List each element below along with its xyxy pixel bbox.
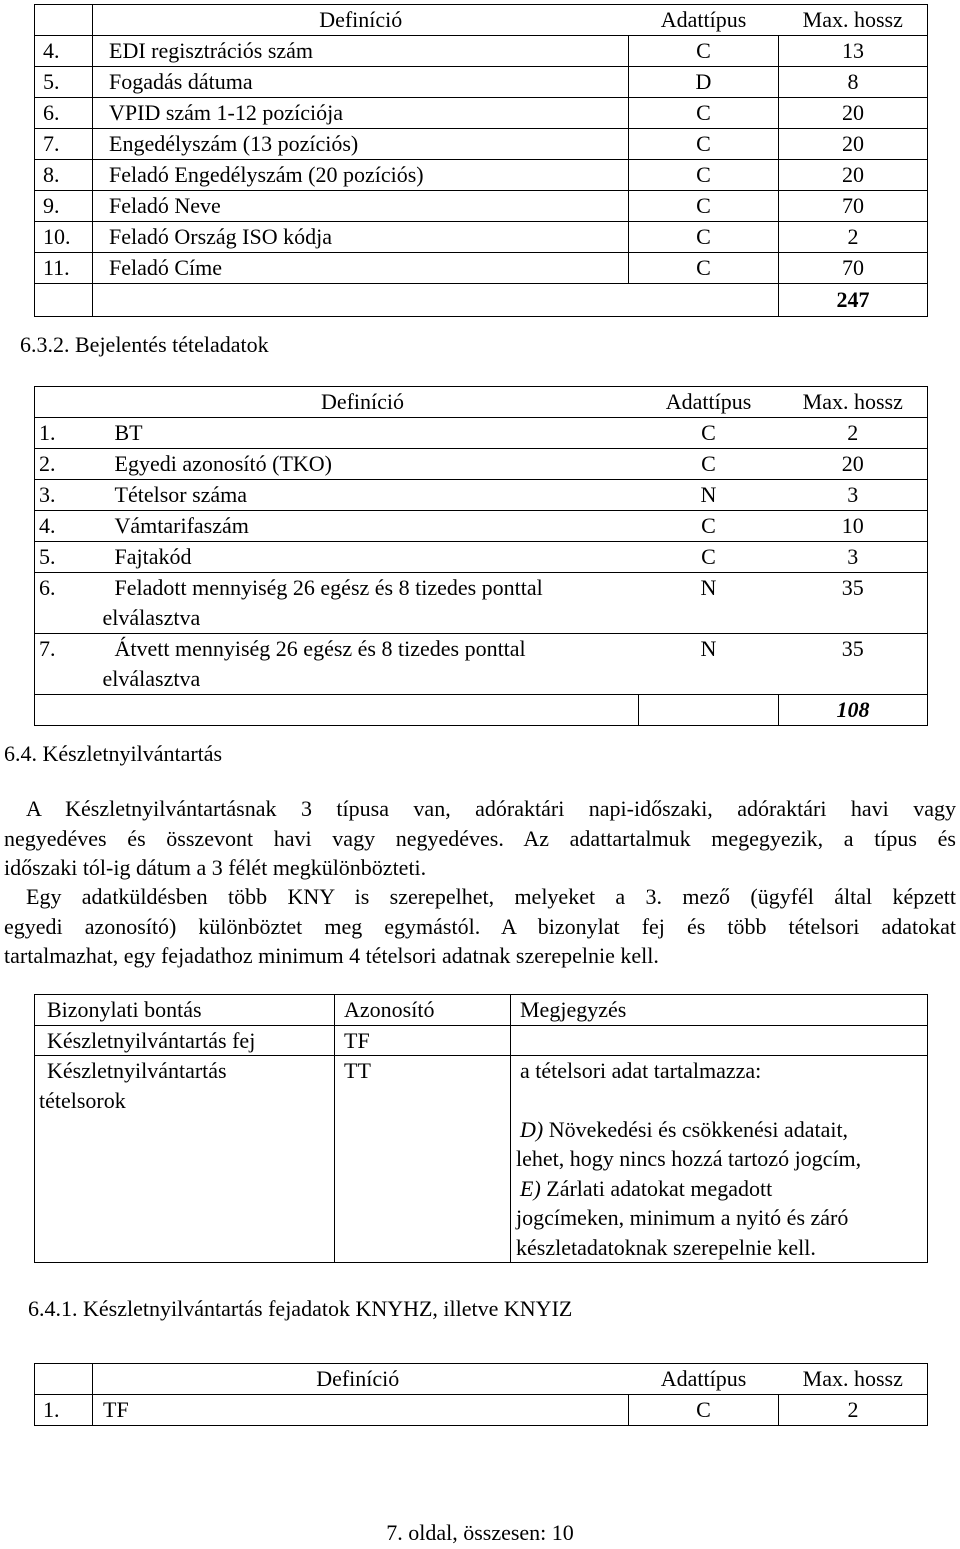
table-header-row (35, 995, 928, 1026)
cell-definition (93, 573, 639, 634)
cell-maxlen: 8 (779, 67, 928, 98)
paragraph-kny-sending (4, 882, 956, 971)
table-document-breakdown (34, 994, 928, 1263)
header-maxlen: Max. hossz (779, 387, 928, 418)
cell-definition: EDI regisztrációs szám (93, 36, 629, 67)
note-item-d (516, 1115, 921, 1145)
paragraph-line: időszaki tól-ig dátum a 3 félét megkülönbözteti. (4, 855, 427, 880)
cell-num: 7. (35, 634, 93, 695)
cell-text: tételsorok (39, 1087, 126, 1113)
cell-identifier: TF (335, 1025, 511, 1056)
cell-text: Készletnyilvántartás (47, 1058, 227, 1083)
cell-text: Feladott mennyiség 26 egész és 8 tizedes ponttal (114, 575, 543, 600)
note-spacer (516, 1086, 921, 1115)
cell-empty (93, 284, 629, 317)
paragraph-line: egyedi azonosító) különböztet meg egymástól. A bizonylat fej és több tételsori adatokat (4, 913, 956, 939)
header-definition: Definíció (93, 387, 639, 418)
item-label: E) (520, 1175, 541, 1201)
cell-type: C (629, 253, 779, 284)
cell-type: C (629, 222, 779, 253)
table-row (35, 1056, 928, 1263)
item-text: Növekedési és csökkenési adatait, (548, 1116, 849, 1142)
cell-definition: VPID szám 1-12 pozíciója (93, 98, 629, 129)
table-row (35, 1395, 928, 1426)
table-row (35, 634, 928, 695)
header-breakdown: Bizonylati bontás (35, 995, 335, 1026)
item-text: Zárlati adatokat megadott (546, 1175, 773, 1201)
cell-maxlen: 3 (779, 480, 928, 511)
cell-breakdown (35, 1056, 335, 1263)
cell-type: C (629, 36, 779, 67)
cell-note (511, 1025, 928, 1056)
table-row (35, 222, 928, 253)
cell-type: C (629, 129, 779, 160)
cell-definition: BT (93, 418, 639, 449)
table-row (35, 449, 928, 480)
table-item-fields (34, 386, 928, 726)
cell-text: Átvett mennyiség 26 egész és 8 tizedes ponttal (114, 636, 526, 661)
table-header-row (35, 1364, 928, 1395)
cell-note (511, 1056, 928, 1263)
cell-type: C (639, 542, 779, 573)
table-row (35, 253, 928, 284)
table-row (35, 1025, 928, 1056)
cell-type: C (639, 449, 779, 480)
header-definition: Definíció (93, 1364, 629, 1395)
table-row (35, 511, 928, 542)
cell-maxlen: 10 (779, 511, 928, 542)
page-footer: 7. oldal, összesen: 10 (386, 1520, 574, 1545)
cell-type: N (639, 634, 779, 695)
table-row (35, 418, 928, 449)
cell-num: 3. (35, 480, 93, 511)
total-value: 108 (779, 695, 928, 726)
cell-maxlen: 20 (779, 98, 928, 129)
cell-definition: Tételsor száma (93, 480, 639, 511)
header-type: Adattípus (629, 1364, 779, 1395)
header-maxlen: Max. hossz (779, 5, 928, 36)
cell-empty (629, 284, 779, 317)
table-total-row (35, 284, 928, 317)
table-header-row (35, 5, 928, 36)
cell-num: 1. (35, 418, 93, 449)
cell-maxlen: 2 (779, 222, 928, 253)
cell-definition: Feladó Ország ISO kódja (93, 222, 629, 253)
cell-definition: Egyedi azonosító (TKO) (93, 449, 639, 480)
cell-empty (35, 284, 93, 317)
cell-num: 6. (35, 98, 93, 129)
header-spacer (35, 5, 93, 36)
header-type: Adattípus (629, 5, 779, 36)
total-value: 247 (779, 284, 928, 317)
section-heading-64: 6.4. Készletnyilvántartás (4, 741, 223, 766)
table-sender-fields (34, 4, 928, 317)
item-label: D) (520, 1116, 544, 1142)
table-row (35, 98, 928, 129)
table-row (35, 160, 928, 191)
cell-type: C (639, 418, 779, 449)
cell-type: D (629, 67, 779, 98)
cell-maxlen: 70 (779, 191, 928, 222)
cell-text: elválasztva (102, 666, 201, 691)
header-definition: Definíció (93, 5, 629, 36)
cell-maxlen: 2 (779, 1395, 928, 1426)
cell-empty (35, 695, 93, 726)
header-note: Megjegyzés (511, 995, 928, 1026)
table-row (35, 191, 928, 222)
cell-num: 2. (35, 449, 93, 480)
cell-maxlen: 70 (779, 253, 928, 284)
paragraph-line: Egy adatküldésben több KNY is szerepelhet, melyeket a 3. mező (ügyfél által képzett (26, 884, 956, 909)
cell-type: N (639, 480, 779, 511)
table-row (35, 129, 928, 160)
cell-maxlen: 20 (779, 129, 928, 160)
cell-definition: Fogadás dátuma (93, 67, 629, 98)
header-spacer (35, 387, 93, 418)
cell-type: C (629, 1395, 779, 1426)
paragraph-kny-types (4, 794, 956, 883)
table-total-row (35, 695, 928, 726)
cell-num: 8. (35, 160, 93, 191)
cell-identifier: TT (335, 1056, 511, 1263)
cell-num: 11. (35, 253, 93, 284)
cell-definition: Fajtakód (93, 542, 639, 573)
cell-maxlen: 13 (779, 36, 928, 67)
section-heading-632: 6.3.2. Bejelentés tételadatok (20, 332, 269, 357)
table-row (35, 480, 928, 511)
header-identifier: Azonosító (335, 995, 511, 1026)
note-item-e (516, 1174, 921, 1204)
table-row (35, 573, 928, 634)
header-type: Adattípus (639, 387, 779, 418)
cell-type: C (629, 98, 779, 129)
cell-type: C (639, 511, 779, 542)
table-row (35, 36, 928, 67)
item-text: készletadatoknak szerepelnie kell. (516, 1234, 816, 1260)
header-spacer (35, 1364, 93, 1395)
section-heading-641: 6.4.1. Készletnyilvántartás fejadatok KNYHZ, illetve KNYIZ (28, 1296, 573, 1321)
cell-maxlen: 35 (779, 634, 928, 695)
item-text: jogcímeken, minimum a nyitó és záró (516, 1205, 849, 1230)
cell-type: C (629, 160, 779, 191)
cell-definition: TF (93, 1395, 629, 1426)
cell-num: 9. (35, 191, 93, 222)
paragraph-line: negyedéves és összevont havi vagy negyedéves. Az adattartalmuk megegyezik, a típus és (4, 825, 956, 851)
cell-num: 5. (35, 67, 93, 98)
cell-definition: Feladó Engedélyszám (20 pozíciós) (93, 160, 629, 191)
cell-num: 5. (35, 542, 93, 573)
cell-empty (93, 695, 639, 726)
cell-maxlen: 20 (779, 449, 928, 480)
cell-definition: Feladó Neve (93, 191, 629, 222)
cell-num: 6. (35, 573, 93, 634)
cell-type: N (639, 573, 779, 634)
cell-maxlen: 2 (779, 418, 928, 449)
cell-maxlen: 20 (779, 160, 928, 191)
cell-type: C (629, 191, 779, 222)
cell-definition: Engedélyszám (13 pozíciós) (93, 129, 629, 160)
paragraph-line: tartalmazhat, egy fejadathoz minimum 4 tételsori adatnak szerepelnie kell. (4, 943, 659, 968)
cell-empty (639, 695, 779, 726)
cell-num: 7. (35, 129, 93, 160)
note-intro: a tételsori adat tartalmazza: (520, 1058, 762, 1083)
cell-definition: Vámtarifaszám (93, 511, 639, 542)
cell-num: 4. (35, 36, 93, 67)
cell-num: 4. (35, 511, 93, 542)
paragraph-line: A Készletnyilvántartásnak 3 típusa van, adóraktári napi-időszaki, adóraktári havi vagy (26, 796, 956, 821)
cell-breakdown: Készletnyilvántartás fej (35, 1025, 335, 1056)
cell-definition (93, 634, 639, 695)
table-row (35, 67, 928, 98)
table-header-fields (34, 1363, 928, 1426)
cell-definition: Feladó Címe (93, 253, 629, 284)
cell-text: elválasztva (102, 605, 201, 630)
item-text: lehet, hogy nincs hozzá tartozó jogcím, (516, 1146, 862, 1171)
cell-maxlen: 3 (779, 542, 928, 573)
cell-num: 10. (35, 222, 93, 253)
header-maxlen: Max. hossz (779, 1364, 928, 1395)
table-header-row (35, 387, 928, 418)
cell-maxlen: 35 (779, 573, 928, 634)
cell-num: 1. (35, 1395, 93, 1426)
table-row (35, 542, 928, 573)
